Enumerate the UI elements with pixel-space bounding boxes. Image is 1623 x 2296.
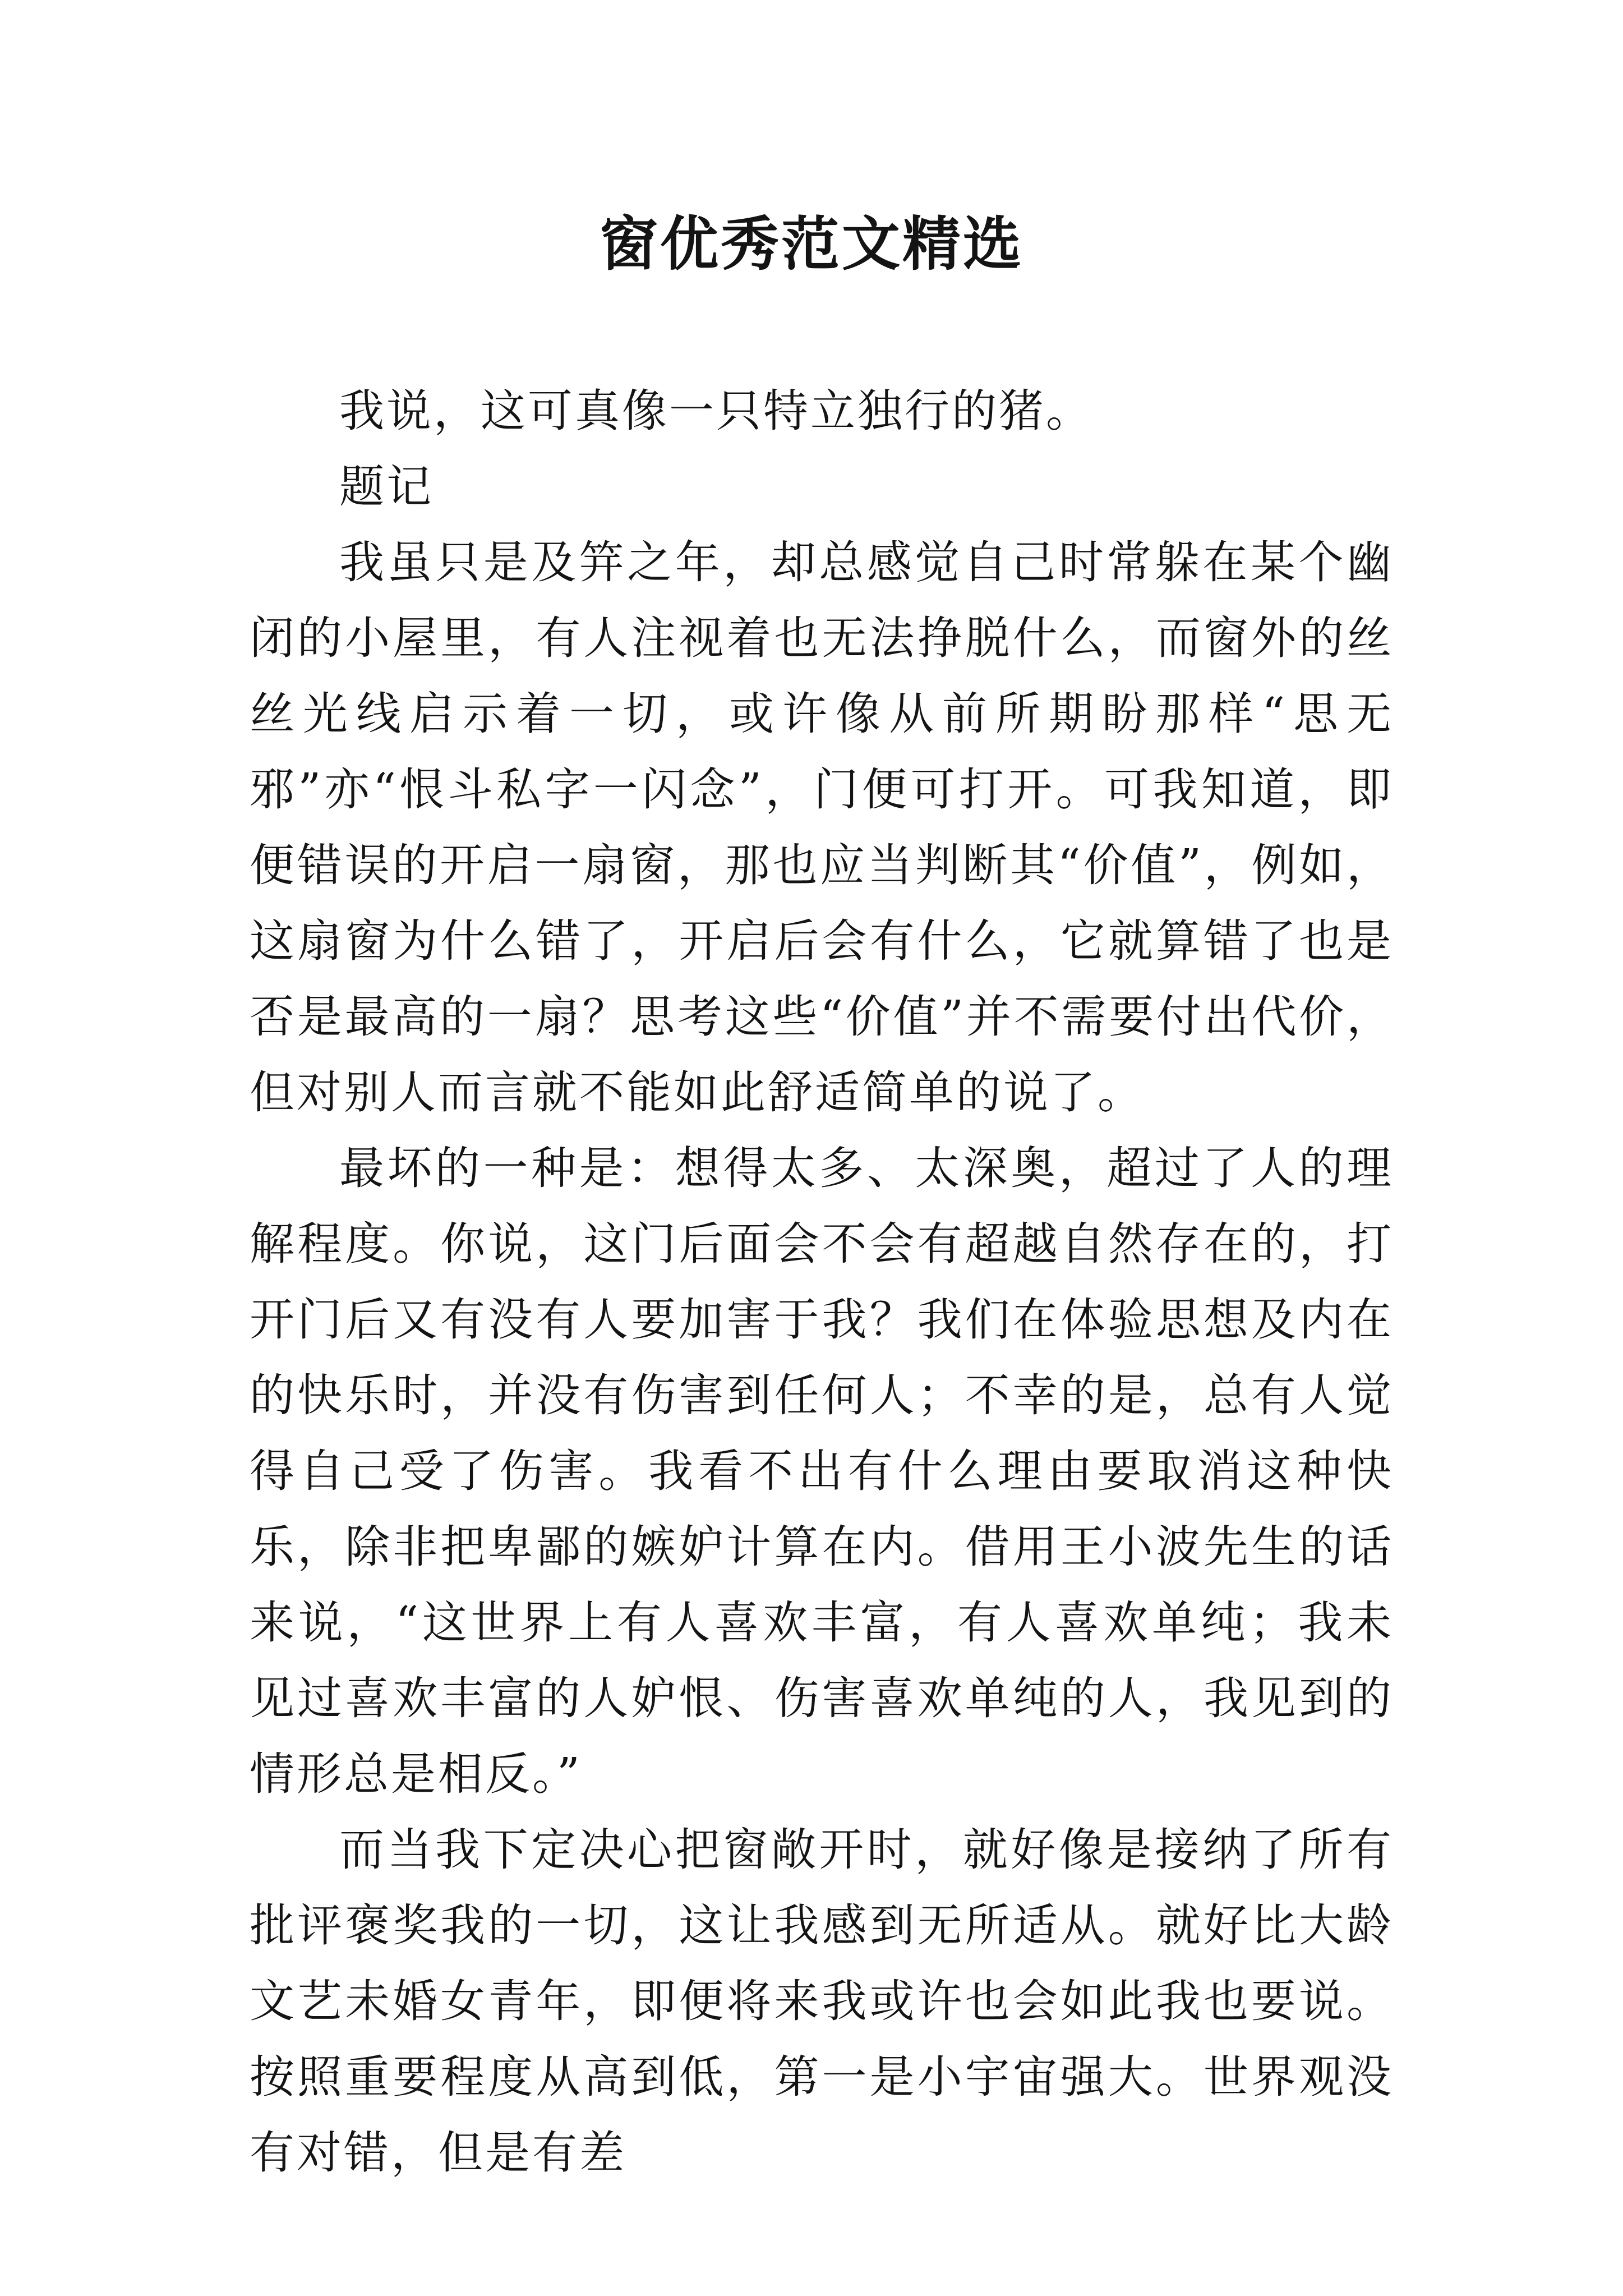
paragraph-opening-quote: 我说，这可真像一只特立独行的猪。 (339, 385, 1093, 437)
paragraph: 而当我下定决心把窗敞开时，就好像是接纳了所有批评褒奖我的一切，这让我感到无所适从。就好比大龄文艺未婚女青年，即便将来我或许也会如此我也要说。按照重要程度从高到低，第一是小宇宙强大。世界观没有对错，但是有差 (250, 1824, 1394, 2179)
document-body (250, 373, 1394, 2191)
document-title: 窗优秀范文精选 (599, 209, 1023, 278)
paragraph-epigraph-label: 题记 (339, 461, 434, 513)
paragraph: 最坏的一种是：想得太多、太深奥，超过了人的理解程度。你说，这门后面会不会有超越自然存在的，打开门后又有没有人要加害于我？我们在体验思想及内在的快乐时，并没有伤害到任何人；不幸的是，总有人觉得自己受了伤害。我看不出有什么理由要取消这种快乐，除非把卑鄙的嫉妒计算在内。借用王小波先生的话来说，“这世界上有人喜欢丰富，有人喜欢单纯；我未见过喜欢丰富的人妒恨、伤害喜欢单纯的人，我见到的情形总是相反。” (250, 1142, 1394, 1800)
paragraph: 我虽只是及笄之年，却总感觉自己时常躲在某个幽闭的小屋里，有人注视着也无法挣脱什么，而窗外的丝丝光线启示着一切，或许像从前所期盼那样“思无邪”亦“恨斗私字一闪念”，门便可打开。可我知道，即便错误的开启一扇窗，那也应当判断其“价值”，例如，这扇窗为什么错了，开启后会有什么，它就算错了也是否是最高的一扇？思考这些“价值”并不需要付出代价，但对别人而言就不能如此舒适简单的说了。 (250, 536, 1394, 1119)
